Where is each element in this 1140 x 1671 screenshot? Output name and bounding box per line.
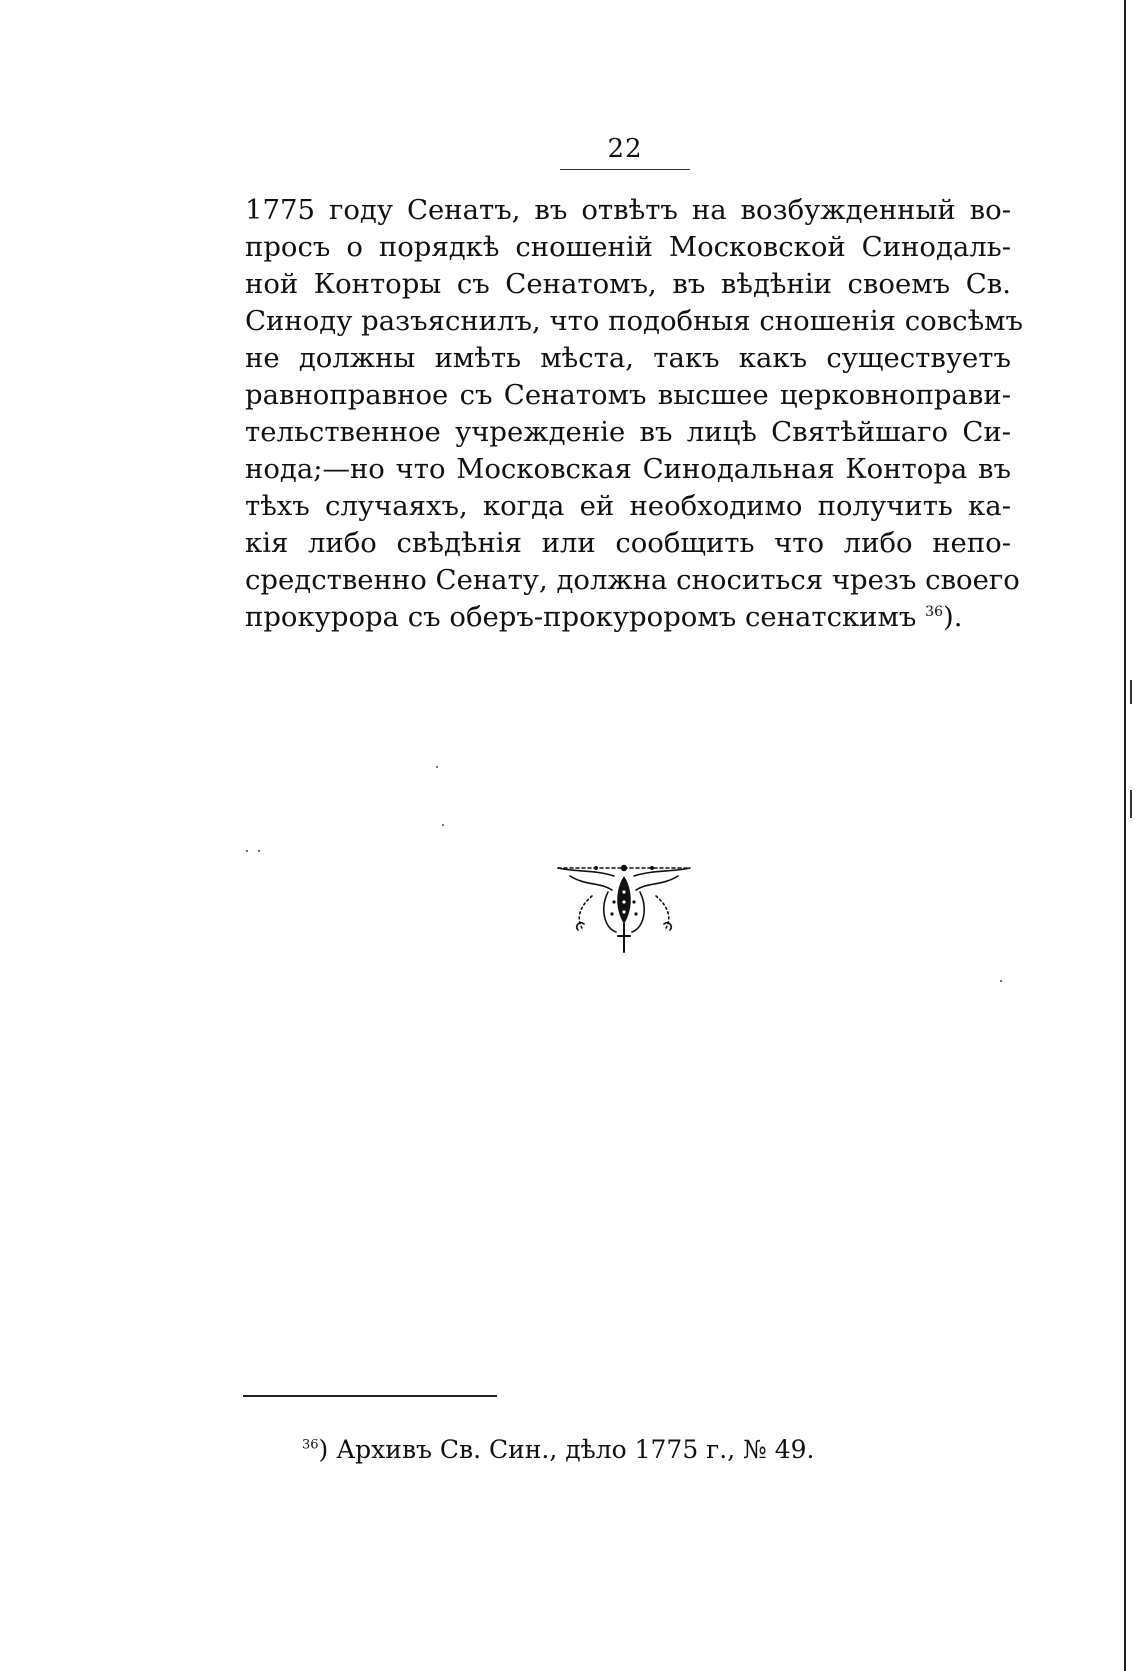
- scan-speck: [258, 850, 260, 852]
- scan-edge-mark: [1130, 680, 1132, 704]
- page-number-rule: [560, 169, 690, 170]
- scan-speck: [1000, 980, 1002, 982]
- body-line: кія либо свѣдѣнія или сообщить что либо непо-: [245, 527, 1011, 559]
- body-line: не должны имѣть мѣста, такъ какъ существуетъ: [245, 342, 1011, 374]
- body-line: ной Конторы съ Сенатомъ, въ вѣдѣніи своемъ Св.: [245, 268, 1011, 300]
- body-line: Синоду разъяснилъ, что подобныя сношенія совсѣмъ: [245, 305, 1024, 337]
- body-line: равноправное съ Сенатомъ высшее церковноправи-: [245, 379, 1011, 411]
- body-paragraph: [245, 192, 1024, 636]
- scan-speck: [436, 766, 438, 768]
- body-line-tail: ).: [942, 601, 963, 633]
- body-line: просъ о порядкѣ сношеній Московской Синодаль-: [245, 231, 1011, 263]
- body-line-text: прокурора съ оберъ-прокуроромъ сенатскимъ: [245, 601, 917, 633]
- footnote-reference: 36: [925, 603, 943, 620]
- body-line: тельственное учрежденіе въ лицѣ Святѣйшаго Си-: [245, 416, 1011, 448]
- footnote: [302, 1434, 1022, 1466]
- body-line: 1775 году Сенатъ, въ отвѣтъ на возбужденный во-: [245, 194, 1011, 226]
- body-line: тѣхъ случаяхъ, когда ей необходимо получить ка-: [245, 490, 1011, 522]
- scan-page-edge: [1124, 0, 1126, 1671]
- scan-speck: [246, 850, 248, 852]
- footnote-marker: 36: [302, 1437, 319, 1453]
- footnote-rule: [243, 1395, 497, 1397]
- body-line: средственно Сенату, должна сноситься чрезъ своего: [245, 564, 1020, 596]
- page-number: 22: [607, 134, 643, 164]
- scan-speck: [442, 824, 444, 826]
- body-last-line: [245, 599, 1011, 636]
- footnote-text: ) Архивъ Св. Син., дѣло 1775 г., № 49.: [318, 1435, 815, 1464]
- scan-edge-mark: [1130, 790, 1132, 818]
- fleuron-ornament-icon: [556, 862, 692, 956]
- body-line: нода;—но что Московская Синодальная Контора въ: [245, 453, 1011, 485]
